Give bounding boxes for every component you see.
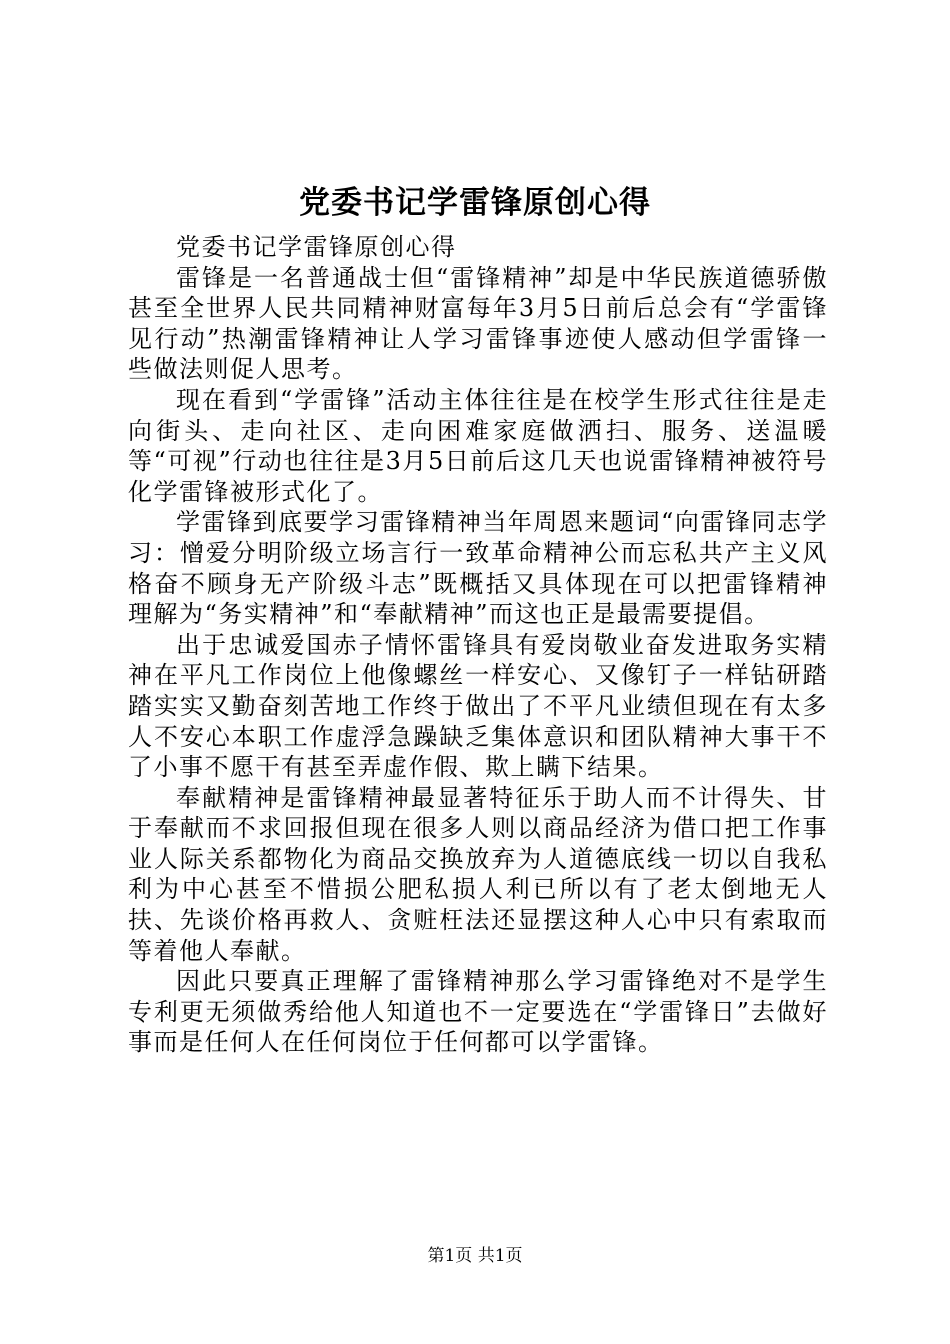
paragraph-subtitle: 党委书记学雷锋原创心得 <box>176 233 457 261</box>
paragraph: 现在看到“学雷锋”活动主体往往是在校学生形式往往是走向街头、走向社区、走向困难家庭做洒扫、服务、送温暖等“可视”行动也往往是3月5日前后这几天也说雷锋精神被符号化学雷锋被形式化了。 <box>128 385 828 506</box>
page-number-footer: 第1页 共1页 <box>427 1246 523 1266</box>
paragraph: 奉献精神是雷锋精神最显著特征乐于助人而不计得失、甘于奉献而不求回报但现在很多人则以商品经济为借口把工作事业人际关系都物化为商品交换放弃为人道德底线一切以自我私利为中心甚至不惜损公肥私损人利已所以有了老太倒地无人扶、先谈价格再救人、贪赃枉法还显摆这种人心中只有索取而等着他人奉献。 <box>128 783 828 965</box>
paragraph: 学雷锋到底要学习雷锋精神当年周恩来题词“向雷锋同志学习：憎爱分明阶级立场言行一致革命精神公而忘私共产主义风格奋不顾身无产阶级斗志”既概括又具体现在可以把雷锋精神理解为“务实精神”和“奉献精神”而这也正是最需要提倡。 <box>128 508 828 629</box>
document-title: 党委书记学雷锋原创心得 <box>299 185 651 221</box>
document-body <box>128 232 828 1058</box>
paragraph: 因此只要真正理解了雷锋精神那么学习雷锋绝对不是学生专利更无须做秀给他人知道也不一定要选在“学雷锋日”去做好事而是任何人在任何岗位于任何都可以学雷锋。 <box>128 967 828 1057</box>
paragraph: 出于忠诚爱国赤子情怀雷锋具有爱岗敬业奋发进取务实精神在平凡工作岗位上他像螺丝一样安心、又像钉子一样钻研踏踏实实又勤奋刻苦地工作终于做出了不平凡业绩但现在有太多人不安心本职工作虚浮急躁缺乏集体意识和团队精神大事干不了小事不愿干有甚至弄虚作假、欺上瞒下结果。 <box>128 630 828 782</box>
paragraph: 雷锋是一名普通战士但“雷锋精神”却是中华民族道德骄傲甚至全世界人民共同精神财富每年3月5日前后总会有“学雷锋见行动”热潮雷锋精神让人学习雷锋事迹使人感动但学雷锋一些做法则促人思考。 <box>128 263 828 384</box>
